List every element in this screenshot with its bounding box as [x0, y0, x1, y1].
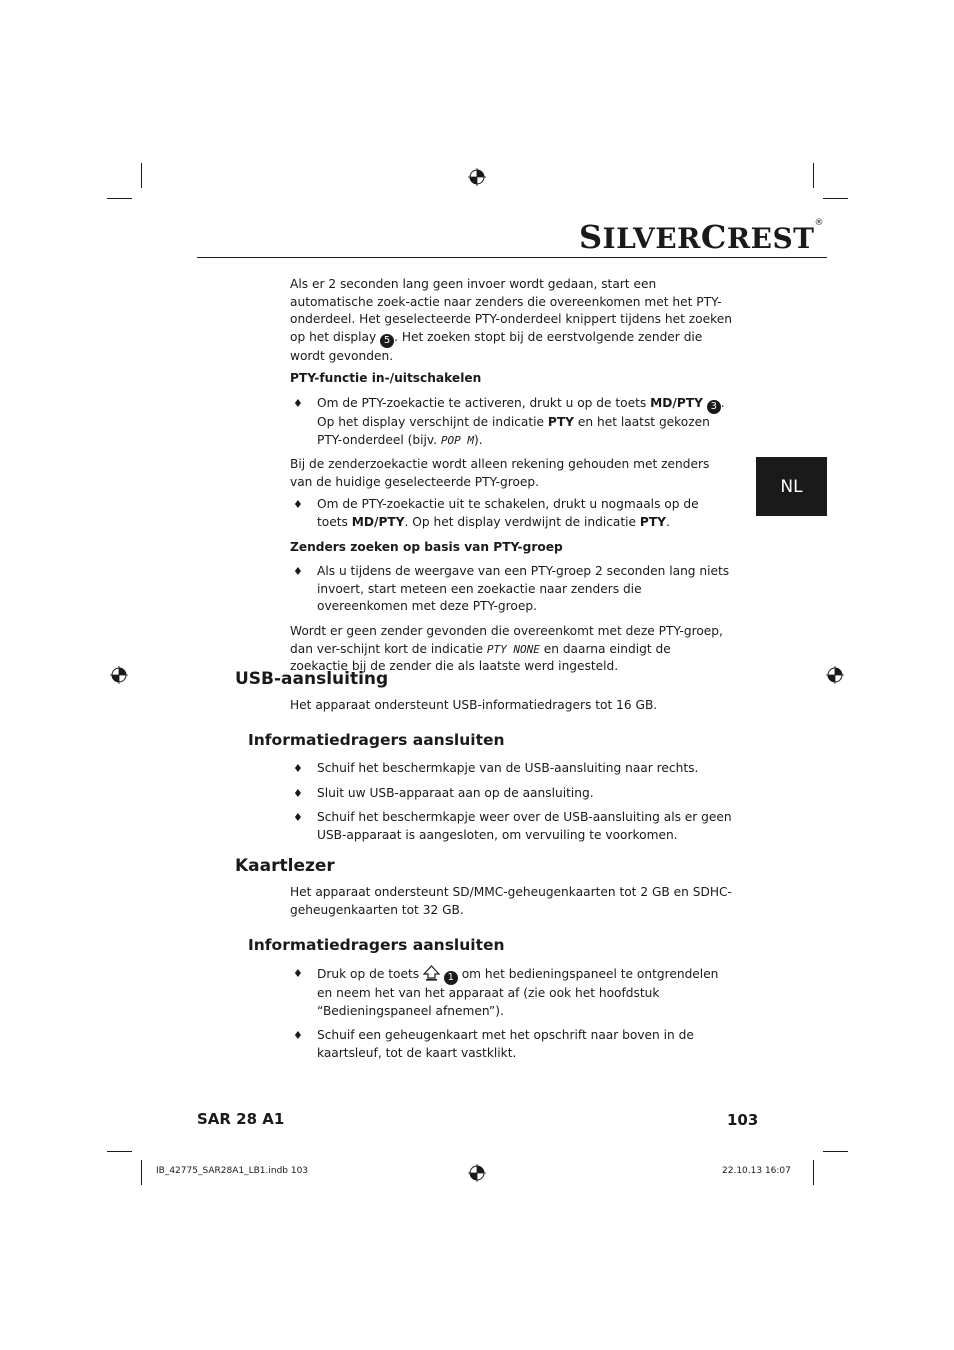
reference-number-badge: 5 [380, 334, 394, 348]
section-heading-usb: USB-aansluiting [235, 669, 389, 689]
list-item: ♦ Als u tijdens de weergave van een PTY-groep 2 seconden lang niets invoert, start meteen een zoekactie naar zenders die overeenkomen met deze PTY-groep. [293, 564, 730, 614]
lcd-text: PTY NONE [486, 642, 540, 656]
lcd-text: POP M [440, 433, 475, 447]
list-item: ♦ Sluit uw USB-apparaat aan op de aansluiting. [290, 785, 732, 803]
list-item: ♦ Schuif een geheugenkaart met het opschrift naar boven in de kaartsleuf, tot de kaart vastklikt. [293, 1028, 694, 1060]
card-intro [290, 884, 732, 924]
page-number: 103 [727, 1111, 759, 1129]
subheading: Zenders zoeken op basis van PTY-groep [290, 539, 563, 554]
crop-mark [823, 1151, 848, 1152]
section-heading-card-reader: Kaartlezer [235, 856, 335, 876]
crop-mark [813, 163, 814, 188]
diamond-bullet-icon: ♦ [293, 811, 303, 825]
paragraph: Bij de zenderzoekactie wordt alleen rekening gehouden met zenders van de huidige geselecteerde PTY-groep. [290, 457, 710, 489]
registration-mark-icon [468, 168, 486, 186]
crop-mark [141, 163, 142, 188]
diamond-bullet-icon: ♦ [293, 396, 303, 410]
model-number: SAR 28 A1 [197, 1110, 285, 1128]
diamond-bullet-icon: ♦ [293, 762, 303, 775]
reference-number-badge: 3 [707, 400, 721, 414]
diamond-bullet-icon: ♦ [293, 786, 303, 800]
subheading: PTY-functie in-/uitschakelen [290, 371, 482, 386]
registration-mark-icon [110, 666, 128, 684]
crop-mark [141, 1160, 142, 1185]
silvercrest-logo: SILVERCREST® [578, 218, 824, 256]
list-item: ♦ Om de PTY-zoekactie uit te schakelen, drukt u nogmaals op de toets MD/PTY. Op het display verdwijnt de indicatie PTY. [293, 497, 699, 529]
usb-intro [290, 697, 732, 720]
subsection-heading: Informatiedragers aansluiten [248, 936, 505, 954]
list-item: ♦ Om de PTY-zoekactie te activeren, drukt u op de toets MD/PTY 3 . Op het display verschijnt de indicatie PTY en het laatst gekozen PTY-onderdeel (bijv. POP M). [293, 395, 725, 447]
paragraph: Het apparaat ondersteunt USB-informatiedragers tot 16 GB. [290, 698, 658, 712]
usb-steps [290, 760, 732, 851]
reference-number-badge: 1 [444, 971, 458, 985]
diamond-bullet-icon: ♦ [293, 967, 303, 980]
paragraph: Als er 2 seconden lang geen invoer wordt gedaan, start een automatische zoek-actie naar zenders die overeenkomen met het PTY-onderdeel. Het geselecteerde PTY-onderdeel knippert tijdens het zoeken op het display 5 . Het zoeken stopt bij de eerstvolgende zender die wordt gevonden. [290, 277, 732, 363]
eject-key-icon [423, 965, 440, 981]
diamond-bullet-icon: ♦ [293, 565, 303, 579]
diamond-bullet-icon: ♦ [293, 498, 303, 512]
pty-section [290, 276, 732, 681]
header-rule [197, 257, 827, 258]
crop-mark [813, 1160, 814, 1185]
registration-mark-icon [468, 1164, 486, 1182]
crop-mark [823, 198, 848, 199]
list-item: ♦ Schuif het beschermkapje van de USB-aansluiting naar rechts. [290, 760, 732, 778]
paragraph: Wordt er geen zender gevonden die overeenkomt met deze PTY-groep, dan ver-schijnt kort de indicatie PTY NONE en daarna eindigt de zoekactie bij de zender die als laatste werd ingesteld. [290, 623, 723, 674]
diamond-bullet-icon: ♦ [293, 1029, 303, 1043]
list-item: ♦ Druk op de toets 1 om het bedieningspaneel te ontgrendelen en neem het van het apparaat af (zie ook het hoofdstuk “Bedieningspaneel afnemen”). [293, 967, 719, 1018]
registration-mark-icon [826, 666, 844, 684]
paragraph: Het apparaat ondersteunt SD/MMC-geheugenkaarten tot 2 GB en SDHC-geheugenkaarten tot 32 GB. [290, 885, 732, 917]
print-slug-date: 22.10.13 16:07 [722, 1166, 791, 1176]
crop-mark [107, 1151, 132, 1152]
crop-mark [107, 198, 132, 199]
print-slug-file: IB_42775_SAR28A1_LB1.indb 103 [156, 1166, 309, 1176]
subsection-heading: Informatiedragers aansluiten [248, 731, 505, 749]
language-tab: NL [756, 457, 827, 516]
card-steps [290, 965, 732, 1069]
list-item: ♦ Schuif het beschermkapje weer over de USB-aansluiting als er geen USB-apparaat is aangesloten, om vervuiling te voorkomen. [293, 810, 732, 842]
